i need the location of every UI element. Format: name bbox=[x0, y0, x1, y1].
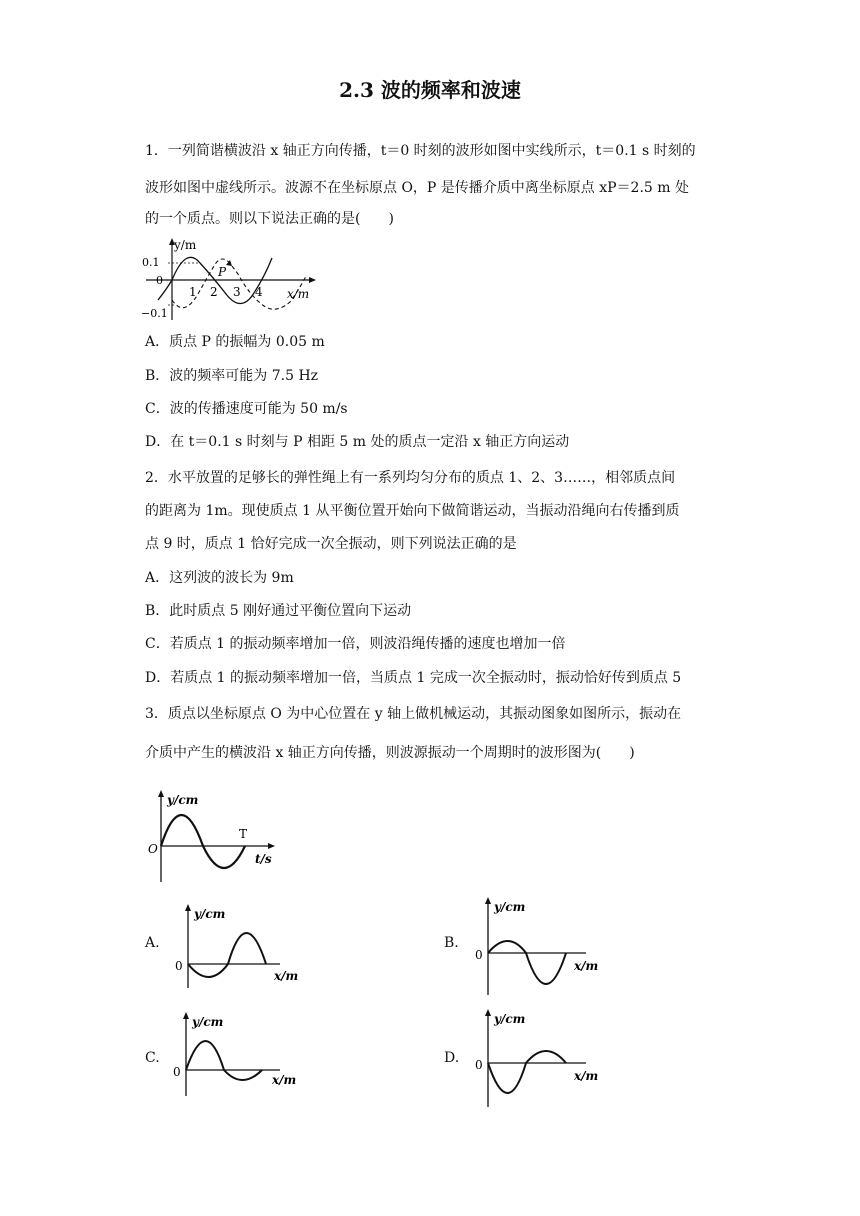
q3-option-c-label[interactable]: C. bbox=[145, 1050, 160, 1066]
q3-option-b-xlabel: x/m bbox=[574, 959, 599, 973]
q2-option-a: A．这列波的波长为 9m bbox=[145, 570, 294, 586]
q3-option-a-figure[interactable] bbox=[170, 900, 310, 990]
q1-xlabel: x/m bbox=[287, 287, 310, 301]
q3-option-d-xlabel: x/m bbox=[574, 1069, 599, 1083]
q3-option-a-origin: 0 bbox=[175, 959, 183, 973]
page-title: 2.3 波的频率和波速 bbox=[339, 78, 521, 102]
q3-option-d-curve bbox=[488, 1051, 566, 1093]
q3-option-c-origin: 0 bbox=[173, 1065, 181, 1079]
q3-line-1: 3．质点以坐标原点 O 为中心位置在 y 轴上做机械运动，其振动图象如图所示，振动在 bbox=[145, 706, 682, 722]
q2-option-d: D．若质点 1 的振动频率增加一倍，当质点 1 完成一次全振动时，振动恰好传到质点 5 bbox=[145, 670, 682, 686]
q1-point-p-label: P bbox=[218, 265, 227, 279]
q1-option-a: A．质点 P 的振幅为 0.05 m bbox=[145, 334, 325, 350]
q1-xtick-3: 3 bbox=[233, 285, 241, 299]
q1-line-3: 的一个质点。则以下说法正确的是( ) bbox=[145, 211, 394, 227]
q1-ylabel: y/m bbox=[174, 238, 197, 252]
q3-option-a-xlabel: x/m bbox=[274, 969, 299, 983]
q3-main-ylabel: y/cm bbox=[167, 793, 199, 807]
q3-option-c-curve bbox=[186, 1041, 262, 1080]
q2-line-1: 2．水平放置的足够长的弹性绳上有一系列均匀分布的质点 1、2、3……，相邻质点间 bbox=[145, 470, 676, 486]
q1-ytick-bottom: −0.1 bbox=[141, 307, 168, 320]
q2-option-c: C．若质点 1 的振动频率增加一倍，则波沿绳传播的速度也增加一倍 bbox=[145, 636, 566, 652]
q1-option-b: B．波的频率可能为 7.5 Hz bbox=[145, 368, 319, 384]
q3-main-origin: O bbox=[148, 842, 158, 856]
q3-option-c-figure[interactable] bbox=[168, 1008, 308, 1098]
q3-vibration-figure bbox=[145, 786, 285, 884]
q3-option-b-label[interactable]: B. bbox=[444, 935, 459, 951]
q3-option-c-xlabel: x/m bbox=[272, 1073, 297, 1087]
q1-x-arrow bbox=[309, 277, 316, 283]
q1-option-d: D．在 t＝0.1 s 时刻与 P 相距 5 m 处的质点一定沿 x 轴正方向运动 bbox=[145, 434, 570, 450]
q3-main-curve bbox=[161, 815, 248, 868]
q1-ytick-zero: 0 bbox=[156, 274, 163, 287]
q3-option-d-label[interactable]: D. bbox=[444, 1050, 460, 1066]
q3-line-2: 介质中产生的横波沿 x 轴正方向传播，则波源振动一个周期时的波形图为( ) bbox=[145, 745, 635, 761]
q1-xtick-2: 2 bbox=[210, 285, 218, 299]
q1-wave-figure bbox=[140, 236, 320, 322]
q3-option-b-curve bbox=[488, 941, 566, 984]
q2-option-b: B．此时质点 5 刚好通过平衡位置向下运动 bbox=[145, 603, 412, 619]
q3-option-d-ylabel: y/cm bbox=[494, 1012, 526, 1026]
q1-ytick-top: 0.1 bbox=[142, 256, 160, 269]
q1-option-c: C．波的传播速度可能为 50 m/s bbox=[145, 401, 348, 417]
q3-option-b-figure[interactable] bbox=[470, 893, 610, 997]
q1-xtick-4: 4 bbox=[255, 285, 263, 299]
q3-option-d-origin: 0 bbox=[475, 1058, 483, 1072]
q3-option-d-figure[interactable] bbox=[470, 1005, 610, 1109]
q3-option-a-ylabel: y/cm bbox=[194, 907, 226, 921]
q2-line-3: 点 9 时，质点 1 恰好完成一次全振动，则下列说法正确的是 bbox=[145, 536, 517, 552]
q3-option-a-curve bbox=[188, 933, 266, 977]
q1-line-1: 1．一列简谐横波沿 x 轴正方向传播，t＝0 时刻的波形如图中实线所示，t＝0.1 s 时刻的 bbox=[145, 143, 696, 159]
q3-option-b-origin: 0 bbox=[475, 948, 483, 962]
q1-line-2: 波形如图中虚线所示。波源不在坐标原点 O，P 是传播介质中离坐标原点 xP＝2.5 m 处 bbox=[145, 180, 690, 196]
q1-xtick-1: 1 bbox=[189, 285, 197, 299]
q3-main-xlabel: t/s bbox=[255, 852, 272, 866]
q3-main-period: T bbox=[239, 827, 248, 841]
q3-option-b-ylabel: y/cm bbox=[494, 900, 526, 914]
q3-option-a-label[interactable]: A. bbox=[145, 935, 160, 951]
q2-line-2: 的距离为 1m。现使质点 1 从平衡位置开始向下做简谐运动，当振动沿绳向右传播到质 bbox=[145, 503, 680, 519]
q3-option-c-ylabel: y/cm bbox=[192, 1015, 224, 1029]
